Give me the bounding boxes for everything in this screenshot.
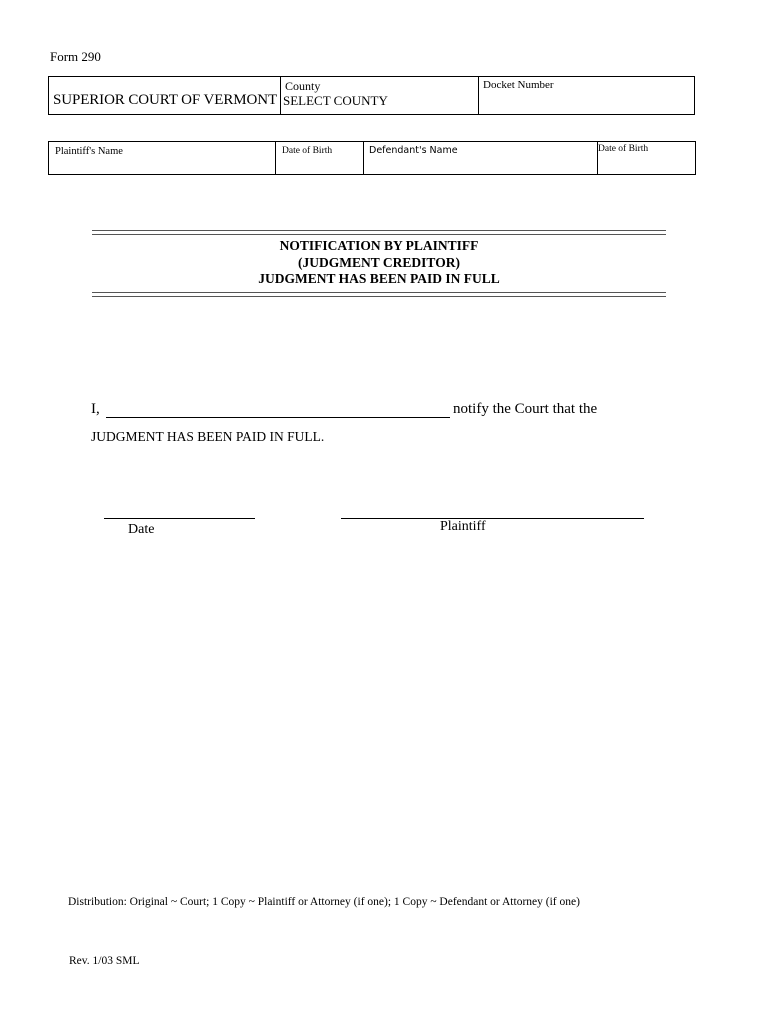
defendant-dob-label: Date of Birth bbox=[598, 144, 649, 154]
title-line-3: JUDGMENT HAS BEEN PAID IN FULL bbox=[258, 271, 500, 286]
date-label: Date bbox=[128, 522, 155, 537]
title-bottom-rule bbox=[92, 292, 666, 297]
statement-line-2: JUDGMENT HAS BEEN PAID IN FULL. bbox=[91, 429, 325, 444]
county-field[interactable] bbox=[281, 77, 479, 114]
court-header-box bbox=[48, 76, 695, 115]
plaintiff-dob-label: Date of Birth bbox=[282, 146, 333, 156]
title-top-rule bbox=[92, 230, 666, 235]
title-line-1: NOTIFICATION BY PLAINTIFF bbox=[279, 238, 479, 253]
plaintiff-signature-line[interactable] bbox=[341, 518, 644, 519]
plaintiff-dob-field[interactable] bbox=[276, 142, 364, 174]
plaintiff-label: Plaintiff bbox=[440, 519, 486, 534]
docket-number-label: Docket Number bbox=[483, 79, 554, 91]
statement-prefix: I, bbox=[91, 401, 100, 417]
declarant-name-blank[interactable] bbox=[106, 417, 450, 418]
county-label: County bbox=[285, 79, 321, 93]
parties-box bbox=[48, 141, 696, 175]
county-select[interactable]: SELECT COUNTY bbox=[283, 93, 388, 108]
document-title bbox=[92, 238, 666, 288]
distribution-note: Distribution: Original ~ Court; 1 Copy ~ Plaintiff or Attorney (if one); 1 Copy ~ Defendant or Attorney (if one) bbox=[68, 896, 580, 908]
court-name: SUPERIOR COURT OF VERMONT bbox=[53, 92, 278, 108]
defendant-name-label: Defendant's Name bbox=[369, 145, 458, 156]
date-signature-line[interactable] bbox=[104, 518, 255, 519]
court-name-cell bbox=[49, 77, 281, 114]
statement-suffix: notify the Court that the bbox=[453, 401, 598, 417]
plaintiff-name-label: Plaintiff's Name bbox=[55, 146, 123, 157]
plaintiff-name-field[interactable] bbox=[49, 142, 276, 174]
docket-number-field[interactable] bbox=[479, 77, 694, 114]
form-number: Form 290 bbox=[50, 49, 101, 64]
title-line-2: (JUDGMENT CREDITOR) bbox=[298, 254, 460, 270]
defendant-dob-field[interactable] bbox=[598, 142, 695, 174]
defendant-name-field[interactable] bbox=[364, 142, 598, 174]
revision-note: Rev. 1/03 SML bbox=[69, 955, 140, 967]
